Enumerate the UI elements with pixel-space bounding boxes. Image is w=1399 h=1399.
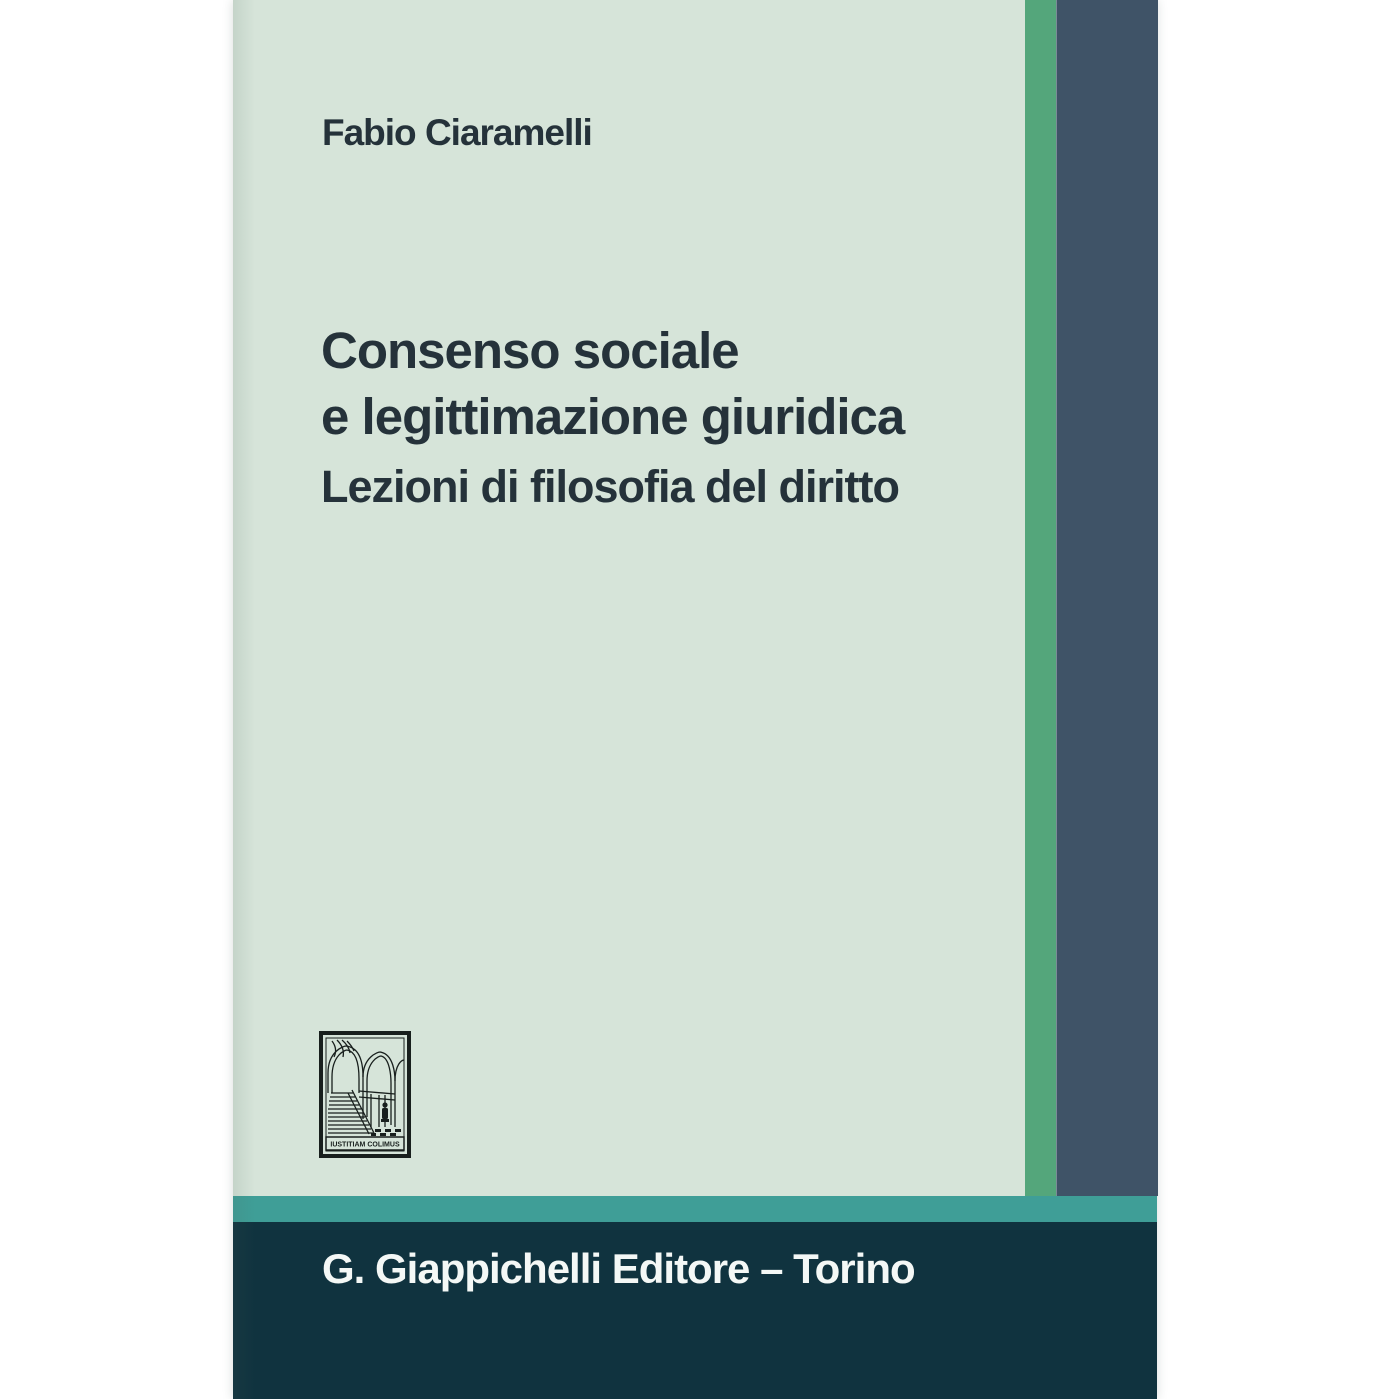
horizontal-teal-stripe (233, 1196, 1157, 1222)
book-title-line1: Consenso sociale (321, 322, 739, 379)
vertical-green-stripe (1025, 0, 1056, 1196)
book-subtitle: Lezioni di filosofia del diritto (321, 461, 899, 512)
vertical-slate-stripe (1056, 0, 1158, 1196)
author-name: Fabio Ciaramelli (322, 112, 592, 153)
book-cover (233, 0, 1157, 1399)
publisher-line: G. Giappichelli Editore – Torino (322, 1245, 915, 1292)
emblem-motto: IUSTITIAM COLIMUS (330, 1141, 400, 1149)
book-title (321, 318, 904, 450)
publisher-emblem-icon (319, 1031, 411, 1158)
emblem-floor (371, 1129, 401, 1136)
emblem-arches (328, 1040, 404, 1127)
emblem-statue (381, 1102, 389, 1122)
book-title-line2: e legittimazione giuridica (321, 388, 905, 445)
